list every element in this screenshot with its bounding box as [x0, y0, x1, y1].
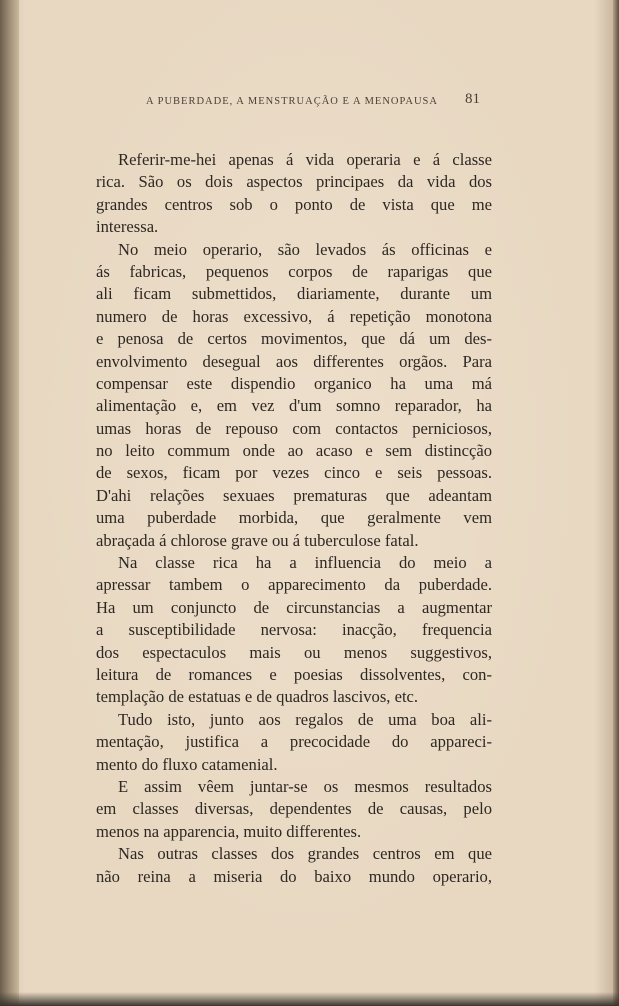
text-line: ali ficam submettidos, diariamente, durante um [96, 284, 492, 304]
text-line: Referir-me-hei apenas á vida operaria e á classe [118, 150, 492, 169]
text-line: não reina a miseria do baixo mundo operario, [96, 866, 492, 886]
text-line: Na classe rica ha a influencia do meio a [118, 553, 492, 573]
text-line: alimentação e, em vez d'um somno reparador, ha [96, 396, 492, 416]
text-line: Nas outras classes dos grandes centros em que [118, 844, 492, 864]
text-line: templação de estatuas e de quadros lascivos, etc. [96, 687, 419, 707]
text-line: menos na apparencia, muito differentes. [96, 821, 362, 841]
text-line: no leito commum onde ao acaso e sem distincção [96, 441, 492, 461]
text-line: interessa. [96, 217, 159, 237]
page-right-edge [613, 0, 619, 1006]
text-line: a susceptibilidade nervosa: inacção, frequencia [96, 620, 492, 640]
text-line: rica. São os dois aspectos principaes da vida dos [96, 172, 492, 192]
running-head: A PUBERDADE, A MENSTRUAÇÃO E A MENOPAUSA [146, 96, 438, 107]
text-line: dos espectaculos mais ou menos suggestivos, [96, 642, 492, 662]
text-line: uma puberdade morbida, que geralmente vem [96, 508, 492, 528]
text-line: D'ahi relações sexuaes prematuras que adeantam [96, 485, 492, 505]
text-line: No meio operario, são levados ás officinas e [118, 239, 492, 259]
text-line: leitura de romances e poesias dissolventes, con- [96, 664, 492, 684]
text-line: ás fabricas, pequenos corpos de raparigas que [96, 261, 492, 281]
text-line: envolvimento desegual aos differentes orgãos. Para [96, 351, 492, 371]
text-line: grandes centros sob o ponto de vista que me [96, 194, 492, 214]
text-line: de sexos, ficam por vezes cinco e seis pessoas. [96, 463, 492, 483]
page-left-edge [0, 0, 19, 1006]
text-line: numero de horas excessivo, á repetição monotona [96, 306, 492, 326]
text-line: mento do fluxo catamenial. [96, 754, 278, 774]
text-line: e penosa de certos movimentos, que dá um des- [96, 329, 492, 349]
text-line: mentação, justifica a precocidade do appareci- [96, 732, 492, 752]
text-line: apressar tambem o apparecimento da puberdade. [96, 575, 492, 595]
text-line: Ha um conjuncto de circunstancias a augmentar [96, 597, 492, 617]
text-line: E assim vêem juntar-se os mesmos resultados [118, 776, 492, 796]
text-line: abraçada á chlorose grave ou á tuberculose fatal. [96, 530, 419, 550]
text-line: umas horas de repouso com contactos perniciosos, [96, 418, 492, 438]
text-line: compensar este dispendio organico ha uma má [96, 373, 492, 393]
page-number: 81 [465, 91, 480, 107]
page-bottom-edge [0, 992, 619, 1006]
text-line: Tudo isto, junto aos regalos de uma boa ali- [118, 709, 492, 729]
text-line: em classes diversas, dependentes de causas, pelo [96, 799, 492, 819]
body-text [96, 149, 492, 888]
